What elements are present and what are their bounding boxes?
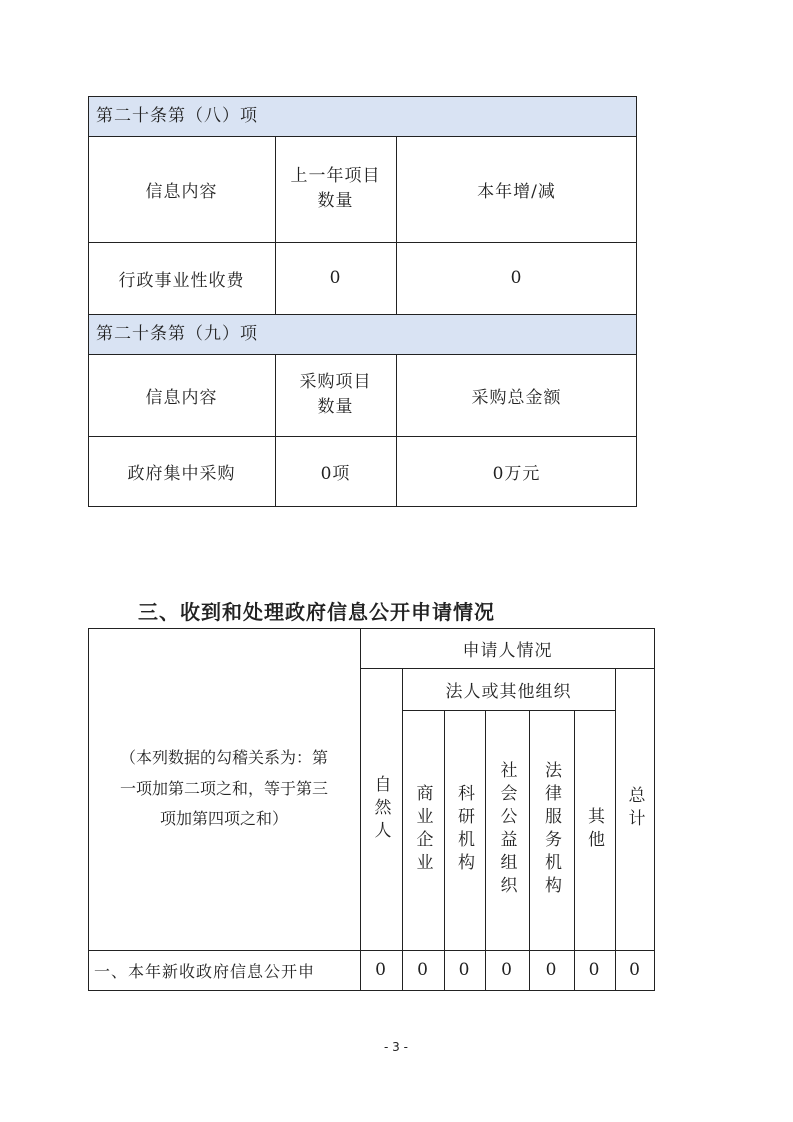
section9-row-count: 0项	[320, 463, 351, 484]
t2-line-h2	[402, 710, 615, 711]
col-commercial-label: 商业企业	[412, 784, 433, 876]
section9-col-info: 信息内容	[145, 387, 218, 408]
section8-col-prev-line2: 数量	[317, 191, 354, 211]
t1-line-h1	[88, 136, 637, 137]
col-social	[485, 710, 529, 950]
t2-line-v4	[529, 710, 530, 991]
t2-line-left	[88, 628, 89, 991]
section9-header: 第二十条第（九）项	[88, 314, 637, 354]
section9-col-amount: 采购总金额	[471, 387, 562, 408]
t1-line-h3	[88, 314, 637, 315]
t2-line-top	[88, 628, 655, 629]
section9-row-amount: 0万元	[492, 463, 541, 484]
section8-row-prev: 0	[329, 268, 342, 288]
row1-social: 0	[501, 960, 513, 980]
col-commercial	[402, 710, 444, 950]
col-total-label: 总计	[624, 786, 645, 832]
t1-line-bottom	[88, 506, 637, 507]
col-natural	[360, 668, 402, 950]
col-natural-label: 自然人	[370, 774, 391, 844]
row1-other: 0	[588, 960, 601, 980]
col-research-label: 科研机构	[454, 784, 474, 876]
col-total	[615, 668, 655, 950]
page-number: - 3 -	[384, 1040, 408, 1054]
section9-row-label: 政府集中采购	[127, 463, 236, 484]
t1-line-v1b	[275, 354, 276, 506]
t2-line-v-desc	[360, 628, 361, 991]
t2-line-h1	[360, 668, 655, 669]
desc-line1: （本列数据的勾稽关系为：第	[119, 748, 328, 768]
col-social-label: 社会公益组织	[496, 761, 517, 899]
col-research	[444, 710, 485, 950]
t2-line-v5	[574, 710, 575, 991]
t1-line-h5	[88, 436, 637, 437]
t1-line-v1a	[275, 136, 276, 314]
t2-line-v6	[615, 668, 616, 991]
t2-line-v3	[485, 710, 486, 991]
row1-legal-service: 0	[545, 960, 558, 980]
t1-line-left	[88, 96, 89, 507]
applicant-header: 申请人情况	[462, 640, 553, 661]
section8-col-change: 本年增/减	[477, 181, 556, 202]
t1-line-v2b	[396, 354, 397, 506]
t1-line-right	[636, 96, 637, 507]
col-legal-service	[529, 710, 574, 950]
t1-line-h4	[88, 354, 637, 355]
t2-line-h3	[88, 950, 655, 951]
desc-cell	[88, 628, 360, 950]
col-other-label: 其他	[584, 807, 604, 853]
t1-line-h2	[88, 242, 637, 243]
t1-line-v2a	[396, 136, 397, 314]
desc-line2: 一项加第二项之和，等于第三	[119, 778, 328, 798]
section8-col-prev-line1: 上一年项目	[290, 166, 381, 187]
section8-header: 第二十条第（八）项	[88, 96, 637, 136]
section9-col-count	[275, 354, 396, 436]
row1-total: 0	[629, 960, 641, 980]
section8-col-info: 信息内容	[145, 181, 218, 202]
section3-heading: 三、收到和处理政府信息公开申请情况	[138, 600, 495, 624]
t1-line-top	[88, 96, 637, 97]
col-other	[574, 710, 615, 950]
t2-line-bottom	[88, 990, 655, 991]
section9-col-count-line1: 采购项目	[299, 372, 372, 393]
row1-commercial: 0	[417, 960, 429, 980]
t2-line-v1	[402, 668, 403, 991]
row1-research: 0	[458, 960, 471, 980]
row1-natural: 0	[375, 960, 387, 980]
row1-label: 一、本年新收政府信息公开申	[94, 961, 316, 981]
section8-row-label: 行政事业性收费	[118, 270, 245, 291]
t2-line-right	[654, 628, 655, 991]
t2-line-v2	[444, 710, 445, 991]
section8-row-change: 0	[510, 268, 523, 288]
legal-header: 法人或其他组织	[445, 681, 572, 702]
section9-col-count-line2: 数量	[317, 397, 354, 417]
desc-line3: 项加第四项之和）	[159, 809, 288, 829]
col-legal-service-label: 法律服务机构	[541, 761, 561, 899]
section8-col-prev	[275, 136, 396, 242]
